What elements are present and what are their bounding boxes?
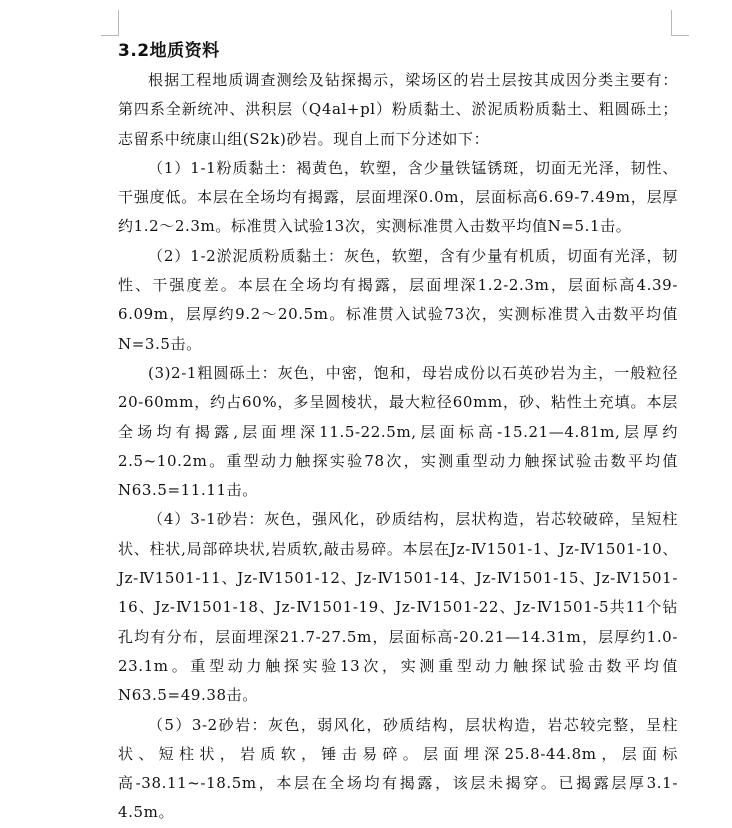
page-corner-mark-left <box>101 10 119 36</box>
intro-paragraph: 根据工程地质调查测绘及钻探揭示，梁场区的岩土层按其成因分类主要有：第四系全新统冲、洪积层（Q4al+pl）粉质黏土、淤泥质粉质黏土、粗圆砾土；志留系中统康山组(S2k)砂岩。现自上而下分述如下： <box>118 71 678 148</box>
layer-3-2-paragraph: （5）3-2砂岩：灰色，弱风化，砂质结构，层状构造，岩芯较完整，呈柱状、短柱状，岩质软，锤击易碎。层面埋深25.8-44.8m，层面标高-38.11~-18.5m，本层在全场均有揭露，该层未揭穿。已揭露层厚3.1-4.5m。 <box>118 715 678 822</box>
layer-2-1-paragraph: (3)2-1粗圆砾土：灰色，中密，饱和，母岩成份以石英砂岩为主，一般粒径20-60mm，约占60%，多呈圆棱状，最大粒径60mm，砂、粘性土充填。本层全场均有揭露,层面埋深11.5-22.5m,层面标高-15.21—4.81m,层厚约2.5~10.2m。重型动力触探实验78次，实测重型动力触探试验击数平均值N63.5=11.11击。 <box>118 363 678 500</box>
layer-1-2-paragraph: （2）1-2淤泥质粉质黏土：灰色，软塑，含有少量有机质，切面有光泽，韧性、干强度差。本层在全场均有揭露，层面埋深1.2-2.3m，层面标高4.39-6.09m，层厚约9.2～20.5m。标准贯入试验73次，实测标准贯入击数平均值N=3.5击。 <box>118 246 678 353</box>
section-heading: 3.2地质资料 <box>118 41 220 61</box>
layer-1-1-paragraph: （1）1-1粉质黏土：褐黄色，软塑，含少量铁锰锈斑，切面无光泽，韧性、干强度低。本层在全场均有揭露，层面埋深0.0m，层面标高6.69-7.49m，层厚约1.2～2.3m。标准贯入试验13次，实测标准贯入击数平均值N=5.1击。 <box>118 158 678 236</box>
layer-3-1-paragraph: （4）3-1砂岩：灰色，强风化，砂质结构，层状构造，岩芯较破碎，呈短柱状、柱状,局部碎块状,岩质软,敲击易碎。本层在Jz-Ⅳ1501-1、Jz-Ⅳ1501-10、Jz-Ⅳ1501-11、Jz-Ⅳ1501-12、Jz-Ⅳ1501-14、Jz-Ⅳ1501-15、Jz-Ⅳ1501-16、Jz-Ⅳ1501-18、Jz-Ⅳ1501-19、Jz-Ⅳ1501-22、Jz-Ⅳ1501-5共11个钻孔均有分布，层面埋深21.7-27.5m，层面标高-20.21—14.31m，层厚约1.0-23.1m。重型动力触探实验13次，实测重型动力触探试验击数平均值N63.5=49.38击。 <box>118 510 678 705</box>
document-body <box>118 36 678 828</box>
page-corner-mark-right <box>671 10 689 36</box>
